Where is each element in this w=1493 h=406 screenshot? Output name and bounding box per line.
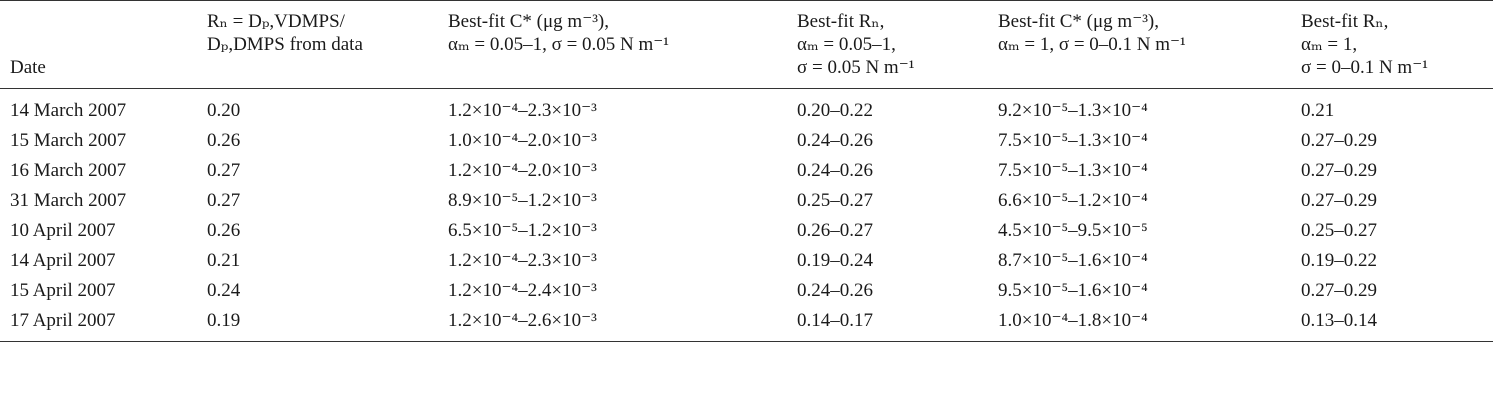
cell-rn-variable-alpha: 0.24–0.26: [797, 129, 873, 151]
table-row: [0, 305, 1493, 342]
cell-cstar-variable-alpha: 1.0×10⁻⁴–2.0×10⁻³: [448, 129, 597, 151]
cell-rn-alpha-one: 0.27–0.29: [1301, 159, 1377, 181]
cell-rn-variable-alpha: 0.26–0.27: [797, 219, 873, 241]
cell-date: 31 March 2007: [10, 189, 127, 211]
header-row: [0, 1, 1493, 89]
header-rn-alpha-one: Best-fit Rₙ, αₘ = 1, σ = 0–0.1 N m⁻¹: [1301, 11, 1428, 78]
cell-rn-alpha-one: 0.13–0.14: [1301, 309, 1377, 331]
header-rn-variable-alpha: Best-fit Rₙ, αₘ = 0.05–1, σ = 0.05 N m⁻¹: [797, 11, 915, 78]
header-cstar-variable-alpha: Best-fit C* (μg m⁻³), αₘ = 0.05–1, σ = 0.05 N m⁻¹: [448, 11, 670, 55]
cell-cstar-alpha-one: 8.7×10⁻⁵–1.6×10⁻⁴: [998, 249, 1148, 271]
cell-rn-alpha-one: 0.25–0.27: [1301, 219, 1377, 241]
cell-rn-variable-alpha: 0.20–0.22: [797, 99, 873, 121]
cell-cstar-alpha-one: 7.5×10⁻⁵–1.3×10⁻⁴: [998, 159, 1148, 181]
header-rn-from-data: Rₙ = Dₚ,VDMPS/ Dₚ,DMPS from data: [207, 11, 363, 55]
cell-cstar-alpha-one: 1.0×10⁻⁴–1.8×10⁻⁴: [998, 309, 1148, 331]
cell-date: 14 March 2007: [10, 99, 127, 121]
table-row: [0, 89, 1493, 126]
cell-cstar-alpha-one: 7.5×10⁻⁵–1.3×10⁻⁴: [998, 129, 1148, 151]
cell-cstar-variable-alpha: 1.2×10⁻⁴–2.3×10⁻³: [448, 249, 597, 271]
table-row: [0, 275, 1493, 305]
cell-rn-variable-alpha: 0.19–0.24: [797, 249, 873, 271]
cell-cstar-variable-alpha: 1.2×10⁻⁴–2.6×10⁻³: [448, 309, 597, 331]
cell-date: 17 April 2007: [10, 309, 116, 331]
cell-rn-alpha-one: 0.27–0.29: [1301, 279, 1377, 301]
cell-rn-alpha-one: 0.21: [1301, 99, 1335, 121]
cell-rn-alpha-one: 0.27–0.29: [1301, 189, 1377, 211]
cell-rn-variable-alpha: 0.24–0.26: [797, 159, 873, 181]
cell-date: 10 April 2007: [10, 219, 116, 241]
table-row: [0, 155, 1493, 185]
cell-rn-data: 0.19: [207, 309, 241, 331]
table-row: [0, 125, 1493, 155]
cell-rn-data: 0.26: [207, 129, 241, 151]
cell-date: 14 April 2007: [10, 249, 116, 271]
cell-cstar-variable-alpha: 6.5×10⁻⁵–1.2×10⁻³: [448, 219, 597, 241]
cell-rn-alpha-one: 0.19–0.22: [1301, 249, 1377, 271]
cell-cstar-variable-alpha: 8.9×10⁻⁵–1.2×10⁻³: [448, 189, 597, 211]
cell-rn-variable-alpha: 0.14–0.17: [797, 309, 873, 331]
table-row: [0, 215, 1493, 245]
cell-date: 16 March 2007: [10, 159, 127, 181]
table-row: [0, 245, 1493, 275]
cell-rn-data: 0.21: [207, 249, 241, 271]
table-header: [0, 1, 1493, 89]
header-date: Date: [10, 57, 46, 78]
header-cstar-alpha-one: Best-fit C* (μg m⁻³), αₘ = 1, σ = 0–0.1 N m⁻¹: [998, 11, 1186, 55]
cell-date: 15 April 2007: [10, 279, 116, 301]
cell-rn-variable-alpha: 0.25–0.27: [797, 189, 873, 211]
table-row: [0, 185, 1493, 215]
cell-rn-data: 0.26: [207, 219, 241, 241]
cell-cstar-alpha-one: 4.5×10⁻⁵–9.5×10⁻⁵: [998, 219, 1148, 241]
cell-rn-data: 0.20: [207, 99, 241, 121]
cell-rn-alpha-one: 0.27–0.29: [1301, 129, 1377, 151]
cell-rn-variable-alpha: 0.24–0.26: [797, 279, 873, 301]
cell-date: 15 March 2007: [10, 129, 127, 151]
cell-cstar-alpha-one: 9.2×10⁻⁵–1.3×10⁻⁴: [998, 99, 1148, 121]
cell-cstar-variable-alpha: 1.2×10⁻⁴–2.3×10⁻³: [448, 99, 597, 121]
cell-cstar-alpha-one: 9.5×10⁻⁵–1.6×10⁻⁴: [998, 279, 1148, 301]
cell-cstar-alpha-one: 6.6×10⁻⁵–1.2×10⁻⁴: [998, 189, 1148, 211]
cell-rn-data: 0.27: [207, 159, 241, 181]
cell-cstar-variable-alpha: 1.2×10⁻⁴–2.4×10⁻³: [448, 279, 597, 301]
table-body: [0, 89, 1493, 342]
cell-rn-data: 0.27: [207, 189, 241, 211]
cell-rn-data: 0.24: [207, 279, 241, 301]
cell-cstar-variable-alpha: 1.2×10⁻⁴–2.0×10⁻³: [448, 159, 597, 181]
